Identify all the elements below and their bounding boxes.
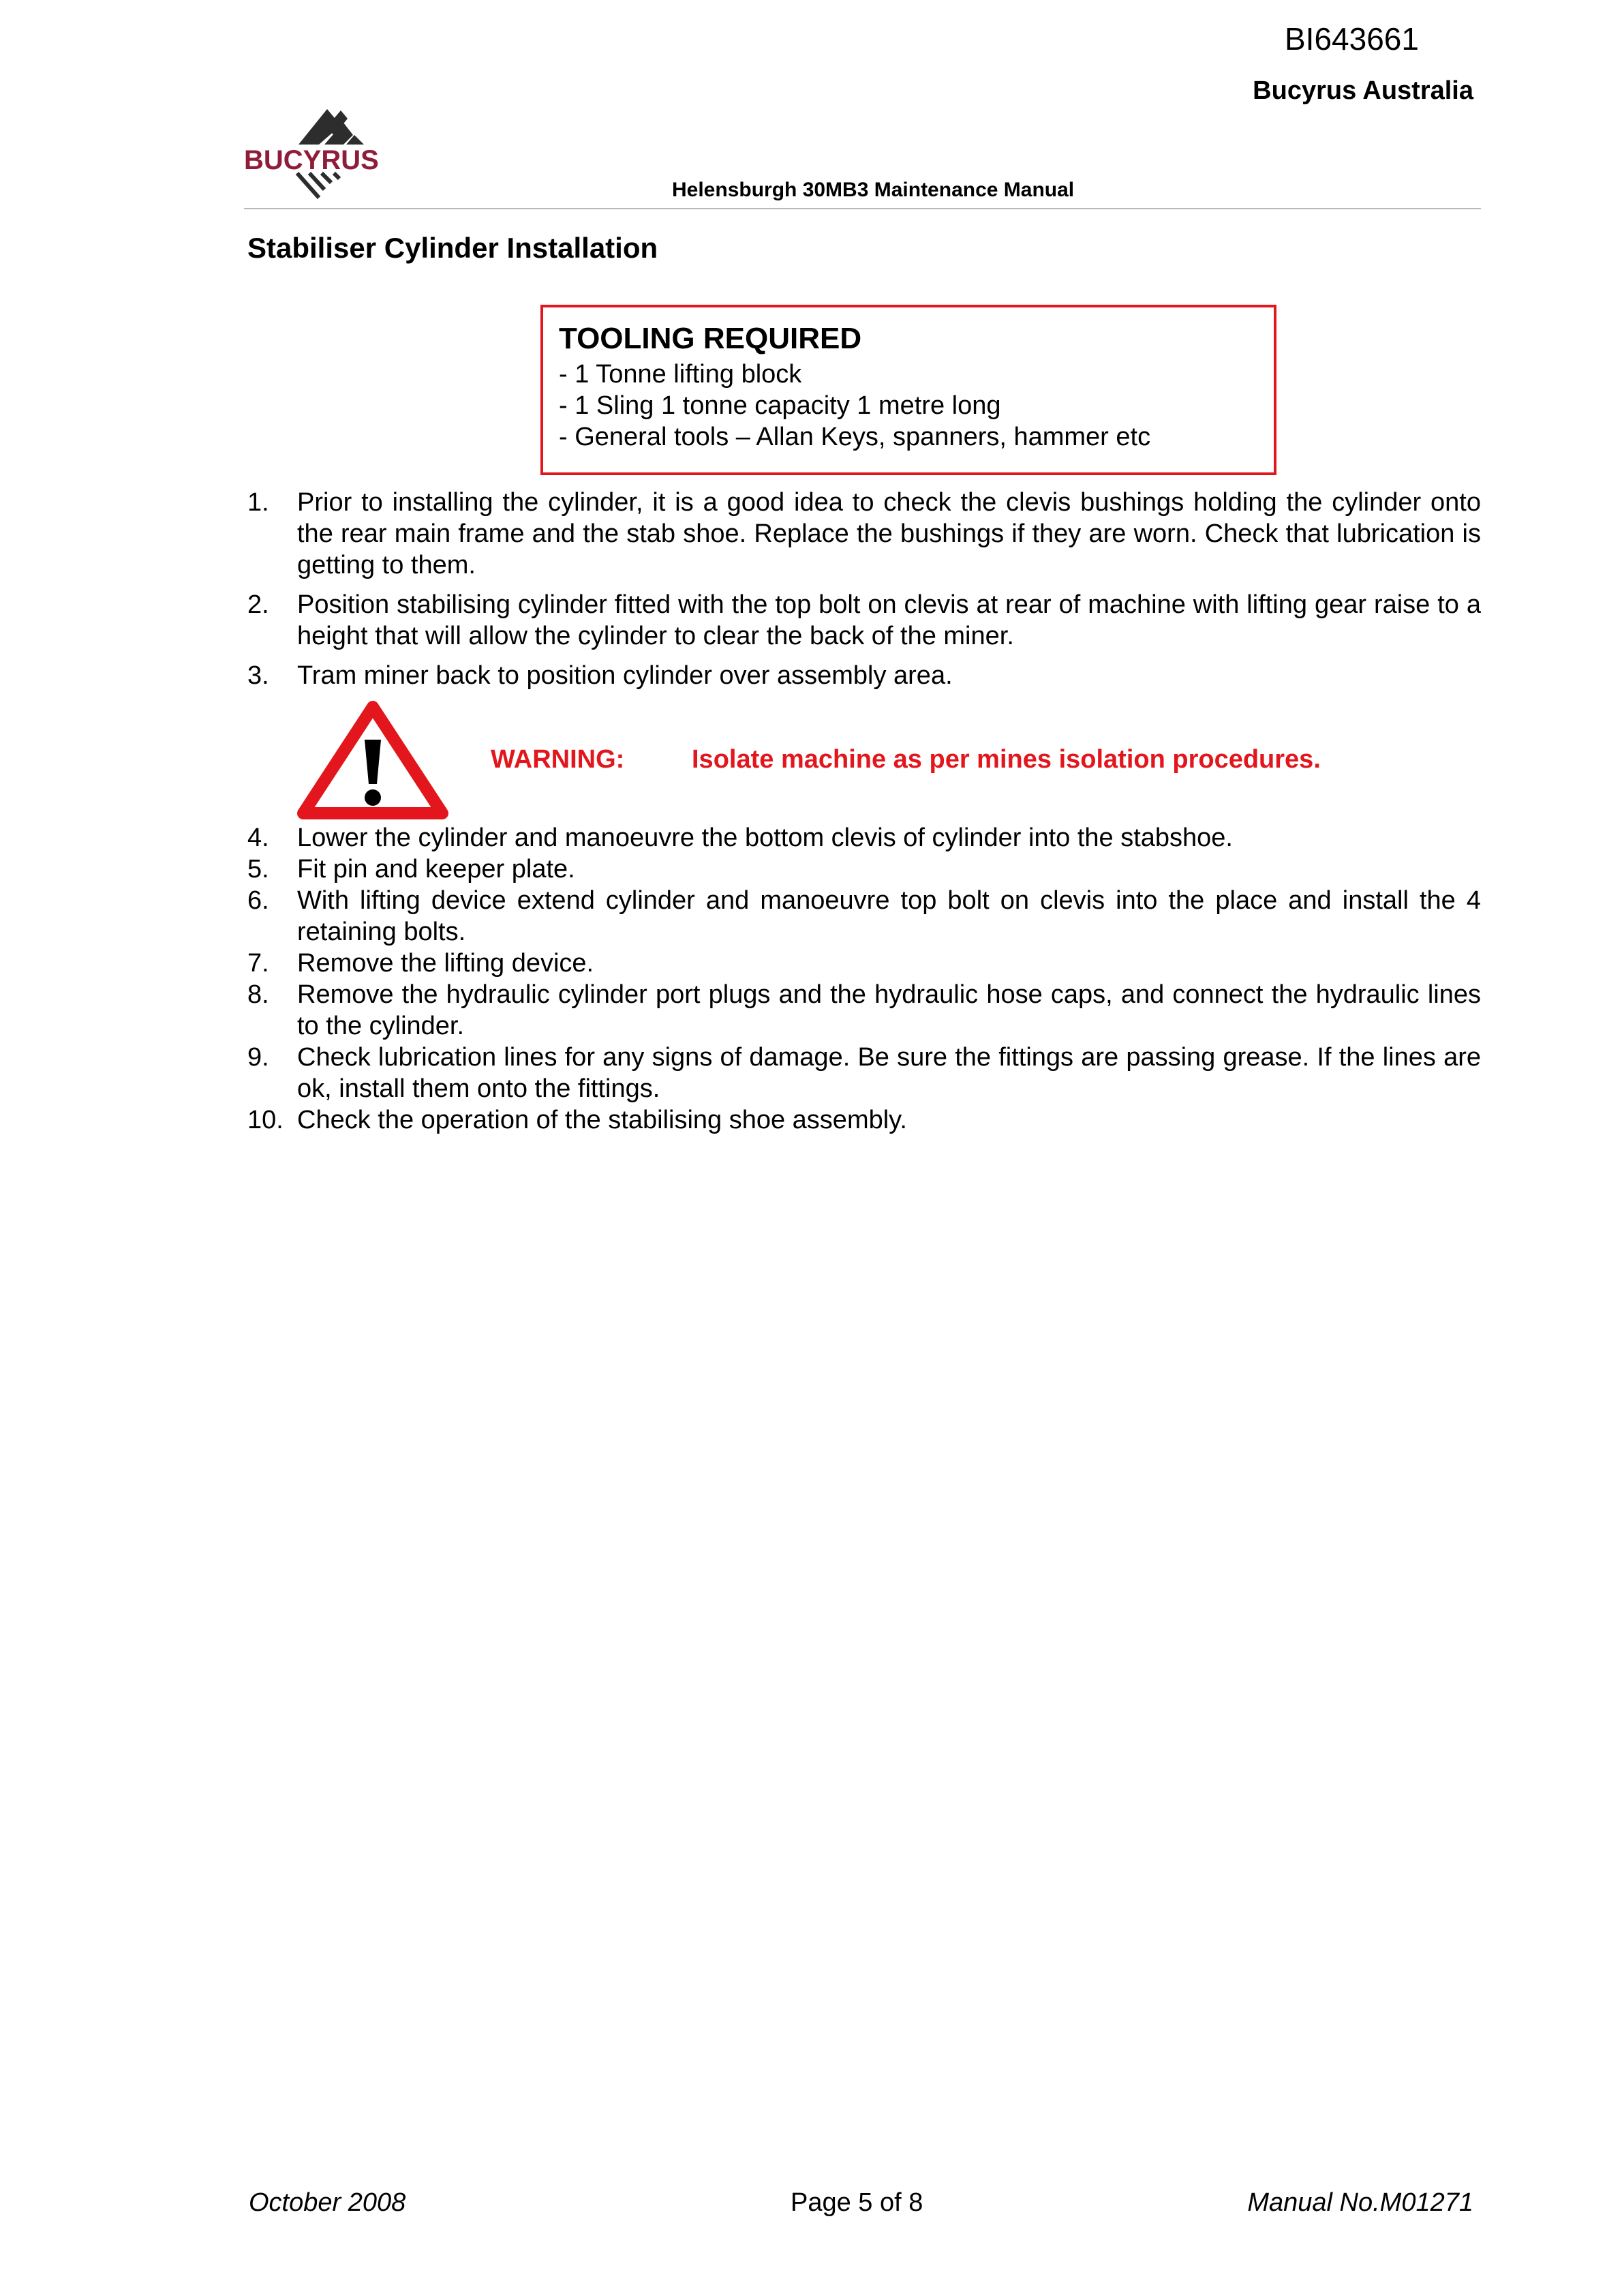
tooling-item: - General tools – Allan Keys, spanners, hammer etc (559, 423, 1151, 451)
step-number: 2. (247, 590, 269, 619)
step-text: Prior to installing the cylinder, it is a good idea to check the clevis bushings holding the cylinder onto the rear main frame and the stab shoe. Replace the bushings if they are worn. Check that lubrication is getting to them. (297, 488, 1481, 579)
step-item (247, 1104, 1481, 1136)
step-number: 5. (247, 855, 269, 883)
step-item (247, 822, 1481, 854)
warning-text: Isolate machine as per mines isolation procedures. (692, 745, 1321, 774)
step-text: Check lubrication lines for any signs of damage. Be sure the fittings are passing grease. If the lines are ok, install them onto the fittings. (297, 1043, 1481, 1103)
warning-triangle-icon (296, 699, 450, 821)
bucyrus-logo (244, 102, 395, 203)
section-title: Stabiliser Cylinder Installation (247, 232, 658, 264)
step-text: Position stabilising cylinder fitted with the top bolt on clevis at rear of machine with lifting gear raise to a height that will allow the cylinder to clear the back of the miner. (297, 590, 1481, 650)
step-item (247, 979, 1481, 1042)
step-number: 9. (247, 1043, 269, 1072)
step-text: Remove the lifting device. (297, 949, 594, 978)
step-number: 6. (247, 886, 269, 915)
tooling-title: TOOLING REQUIRED (559, 322, 862, 355)
step-text: With lifting device extend cylinder and manoeuvre top bolt on clevis into the place and install the 4 retaining bolts. (297, 886, 1481, 946)
step-text: Tram miner back to position cylinder over assembly area. (297, 661, 953, 690)
step-item (247, 854, 1481, 885)
step-text: Check the operation of the stabilising shoe assembly. (297, 1106, 907, 1134)
step-number: 1. (247, 488, 269, 517)
document-id: BI643661 (1285, 21, 1419, 57)
step-number: 10. (247, 1106, 284, 1134)
step-text: Remove the hydraulic cylinder port plugs and the hydraulic hose caps, and connect the hydraulic lines to the cylinder. (297, 980, 1481, 1040)
footer-manual-number: Manual No.M01271 (1247, 2188, 1473, 2217)
step-item (247, 589, 1481, 652)
manual-title: Helensburgh 30MB3 Maintenance Manual (672, 179, 1075, 201)
step-text: Fit pin and keeper plate. (297, 855, 575, 883)
tooling-item: - 1 Sling 1 tonne capacity 1 metre long (559, 391, 1001, 420)
step-number: 8. (247, 980, 269, 1009)
step-item (247, 885, 1481, 948)
footer-page-number: Page 5 of 8 (791, 2188, 923, 2217)
step-number: 7. (247, 949, 269, 978)
step-number: 4. (247, 824, 269, 852)
step-item (247, 487, 1481, 581)
step-item (247, 948, 1481, 979)
logo-text: BUCYRUS (244, 145, 379, 175)
steps-list-a (247, 487, 1481, 699)
header-divider (244, 208, 1481, 209)
company-name: Bucyrus Australia (1253, 76, 1473, 105)
tooling-item: - 1 Tonne lifting block (559, 360, 802, 389)
step-text: Lower the cylinder and manoeuvre the bottom clevis of cylinder into the stabshoe. (297, 824, 1233, 852)
steps-list-b (247, 822, 1481, 1136)
warning-label: WARNING: (491, 745, 625, 774)
step-number: 3. (247, 661, 269, 690)
footer-date: October 2008 (249, 2188, 406, 2217)
step-item (247, 1042, 1481, 1104)
step-item (247, 660, 1481, 691)
